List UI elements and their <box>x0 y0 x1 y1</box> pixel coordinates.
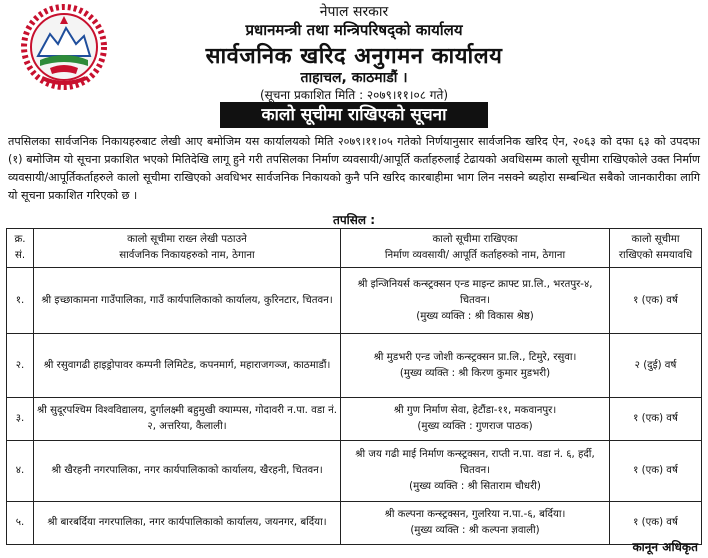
row-entity: श्री रसुवागढी हाइड्रोपावर कम्पनी लिमिटेड, कपनमार्ग, महाराजगञ्ज, काठमाडौं। <box>34 334 341 398</box>
row-contractor: श्री इन्जिनियर्स कन्स्ट्रक्सन एन्ड माइन्ट क्राफ्ट प्रा.लि., भरतपुर-४, चितवन। (मुख्य व्यक्ति : श्री विकास श्रेष्ठ) <box>341 268 610 334</box>
government-name: नेपाल सरकार <box>319 4 389 20</box>
row-contact: (मुख्य व्यक्ति : श्री कल्पना ज्ञवाली) <box>410 525 540 536</box>
row-entity: श्री बारबर्दिया नगरपालिका, नगर कार्यपालिकाको कार्यालय, जयनगर, बर्दिया। <box>34 502 341 545</box>
row-sn: ३. <box>7 398 34 441</box>
publication-date: (सूचना प्रकाशित मिति : २०७९।११।०८ गते) <box>259 88 449 102</box>
header-period: कालो सूचीमा राखिएको समयावधि <box>610 229 702 268</box>
blacklist-table <box>6 228 702 545</box>
table-row <box>7 334 702 398</box>
row-entity: श्री सुदूरपश्चिम विश्वविद्यालय, दुर्गालक्ष्मी बहुमुखी क्याम्पस, गोदावरी न.पा. वडा नं. २, अत्तरिया, कैलाली। <box>34 398 341 441</box>
row-contractor: श्री जय गढी माई निर्माण कन्स्ट्रक्सन, राप्ती न.पा. वडा नं. ६, हर्दी, चितवन। (मुख्य व्यक्ति : श्री सिताराम चौधरी) <box>341 441 610 502</box>
office-name: सार्वजनिक खरिद अनुगमन कार्यालय <box>205 44 503 69</box>
header-entity: कालो सूचीमा राख्न लेखी पठाउने सार्वजनिक निकायहरुको नाम, ठेगाना <box>34 229 341 268</box>
row-sn: १. <box>7 268 34 334</box>
table-row <box>7 268 702 334</box>
notice-paragraph: तपसिलका सार्वजनिक निकायहरुबाट लेखी आए बमोजिम यस कार्यालयको मिति २०७९।११।०५ गतेको निर्णयानुसार सार्वजनिक खरिद ऐन, २०६३ को दफा ६३ को उपदफा (१) बमोजिम यो सूचना प्रकाशित भएको मितिदेखि लागू हुने गरी तपसिलका निर्माण व्यवसायी/आपूर्ति कर्ताहरुलाई टेढायको अवधिसम्म कालो सूचीमा राखिएकोले उक्त निर्माण व्यवसायी/आपूर्तिकर्ताहरुले कालो सूचीमा राखिएको अवधिभर सार्वजनिक निकायको कुनै पनि खरिद कारबाहीमा भाग लिन नसक्ने ब्यहोरा सम्बन्धित सबैको जानकारीका लागि यो सूचना प्रकाशित गरिएको छ । <box>8 135 700 202</box>
office-location: ताहाचल, काठमाडौं । <box>300 70 408 86</box>
row-contact: (मुख्य व्यक्ति : श्री विकास श्रेष्ठ) <box>416 310 534 322</box>
row-period: २ (दुई) वर्ष <box>610 334 702 398</box>
row-period: १ (एक) वर्ष <box>610 502 702 545</box>
row-entity: श्री इच्छाकामना गाउँपालिका, गाउँ कार्यपालिकाको कार्यालय, कुरिनटार, चितवन। <box>34 268 341 334</box>
row-contact: (मुख्य व्यक्ति : श्री किरण कुमार मुडभरी) <box>399 367 551 379</box>
schedule-label: तपसिल : <box>333 213 375 227</box>
row-period: १ (एक) वर्ष <box>610 398 702 441</box>
table-row <box>7 441 702 502</box>
row-sn: ५. <box>7 502 34 545</box>
header-contractor: कालो सूचीमा राखिएका निर्माण व्यवसायी/ आपूर्ति कर्ताहरुको नाम, ठेगाना <box>341 229 610 268</box>
table-row <box>7 398 702 441</box>
row-contact: (मुख्य व्यक्ति : गुणराज पाठक) <box>417 421 533 432</box>
row-sn: २. <box>7 334 34 398</box>
ministry-name: प्रधानमन्त्री तथा मन्त्रिपरिषद्‌को कार्यालय <box>245 21 463 39</box>
row-contractor: श्री कल्पना कन्स्ट्रक्सन, गुलरिया न.पा.-६, बर्दिया। (मुख्य व्यक्ति : श्री कल्पना ज्ञवाली) <box>341 502 610 545</box>
row-period: १ (एक) वर्ष <box>610 441 702 502</box>
table-header-row <box>7 229 702 268</box>
row-contractor: श्री गुण निर्माण सेवा, हेटौंडा-११, मकवानपुर। (मुख्य व्यक्ति : गुणराज पाठक) <box>341 398 610 441</box>
table-row <box>7 502 702 545</box>
notice-title: कालो सूचीमा राखिएको सूचना <box>220 102 488 128</box>
header-sn: क्र. सं. <box>7 229 34 268</box>
row-entity: श्री खैरहनी नगरपालिका, नगर कार्यपालिकाको कार्यालय, खैरहनी, चितवन। <box>34 441 341 502</box>
row-period: १ (एक) वर्ष <box>610 268 702 334</box>
row-sn: ४. <box>7 441 34 502</box>
row-contact: (मुख्य व्यक्ति : श्री सिताराम चौधरी) <box>409 481 541 492</box>
signatory-title: कानून अधिकृत <box>632 540 698 554</box>
row-contractor: श्री मुडभरी एन्ड जोशी कन्स्ट्रक्सन प्रा.लि., टिमुरे, रसुवा। (मुख्य व्यक्ति : श्री किरण कुमार मुडभरी) <box>341 334 610 398</box>
